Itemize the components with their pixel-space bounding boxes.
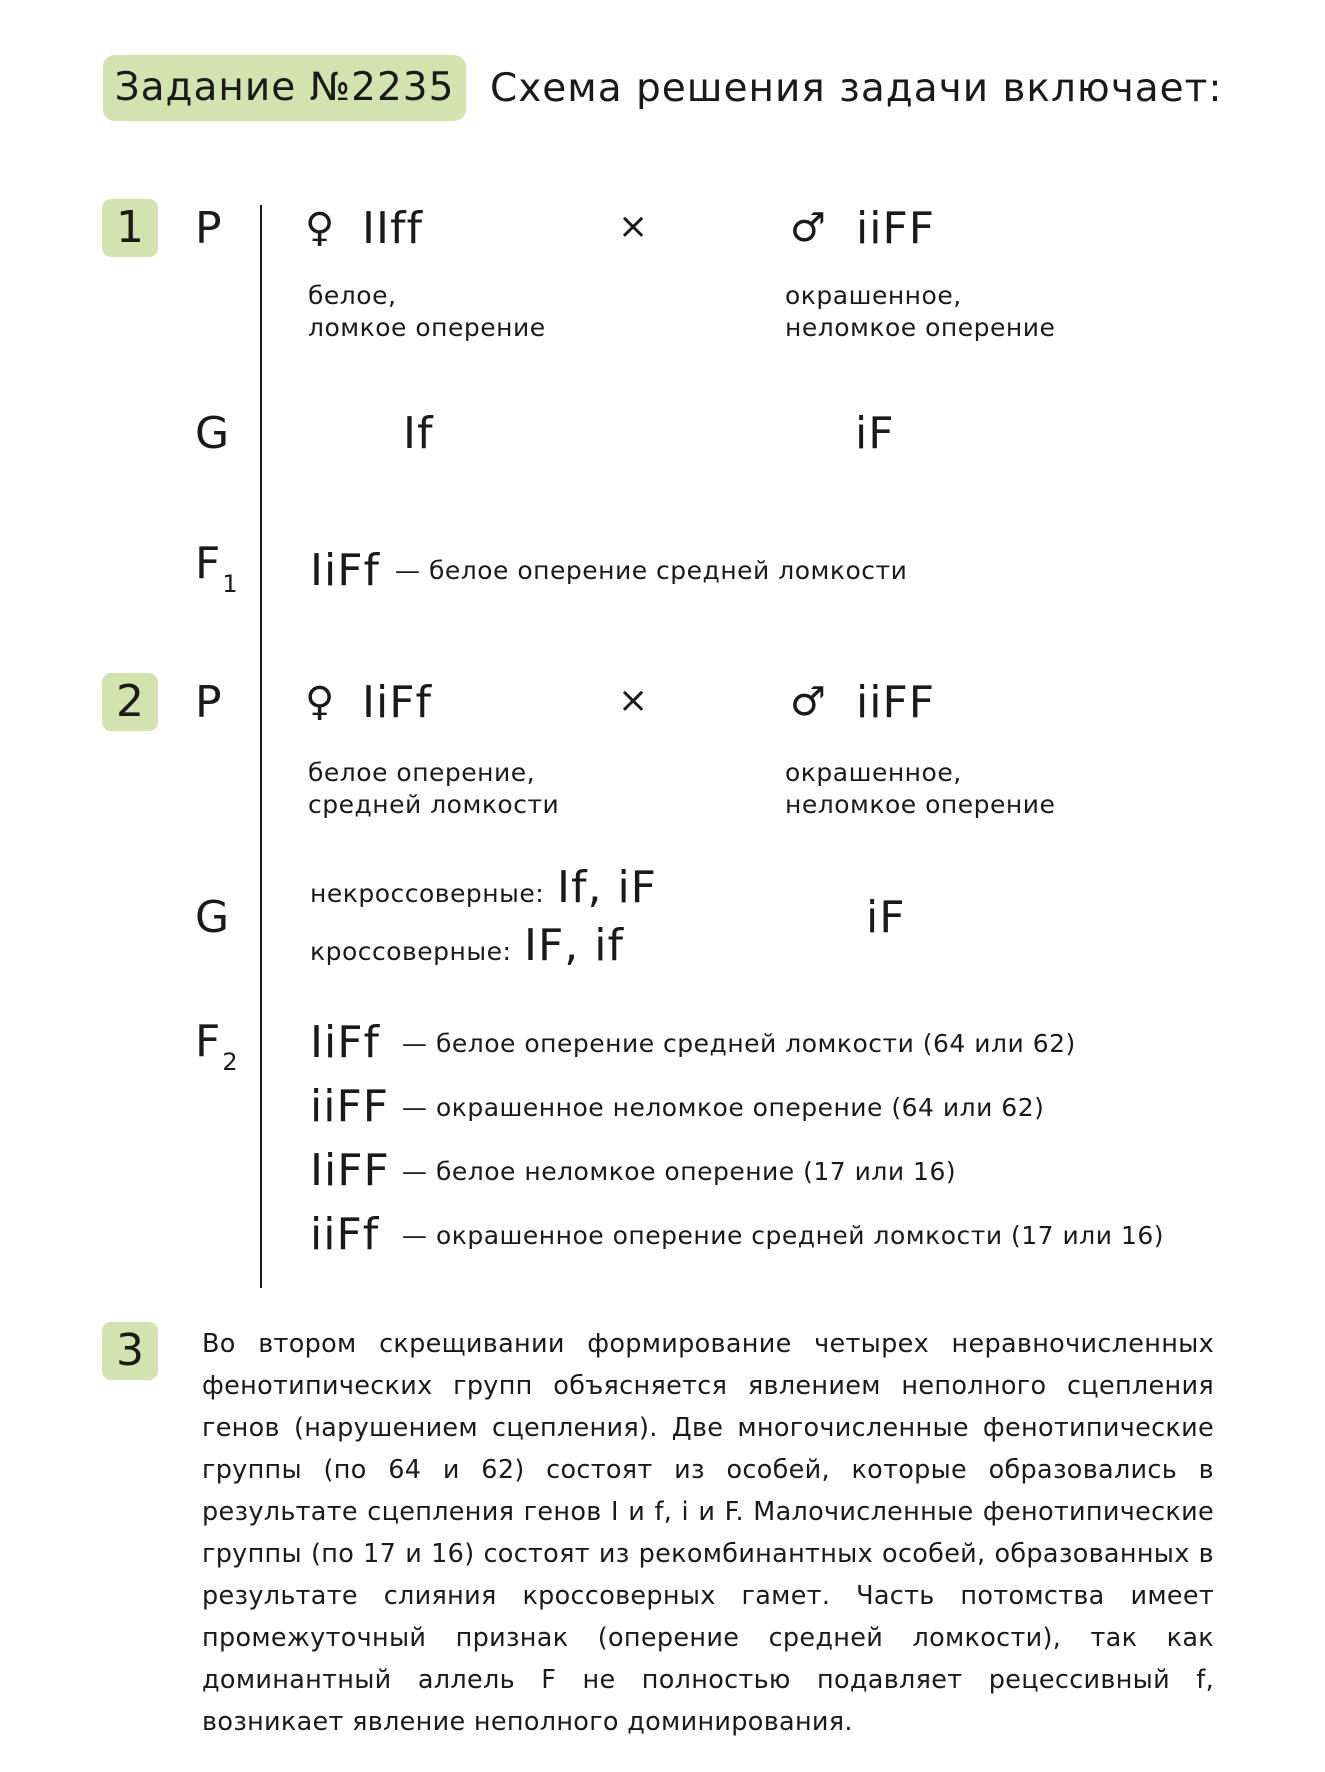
female-symbol-icon: ♀ xyxy=(305,205,335,251)
offspring-phenotype: — белое неломкое оперение (17 или 16) xyxy=(402,1157,957,1186)
offspring-phenotype: — окрашенное неломкое оперение (64 или 62) xyxy=(402,1093,1045,1122)
male-symbol-icon: ♂ xyxy=(790,679,826,725)
cross2-male-genotype: iiFF xyxy=(856,677,936,728)
cross1-female-gamete: If xyxy=(403,408,434,459)
explanation-paragraph: Во втором скрещивании формирование четырех неравночисленных фенотипических групп объясняется явлением неполного сцепления генов (нарушением сцепления). Две многочисленные фенотипические группы (по 64 и 62) состоят из особей, которые образовались в результате сцепления генов I и f, i и F. Малочисленные фенотипические группы (по 17 и 16) состоят из рекомбинантных особей, образованных в результате слияния кроссоверных гамет. Часть потомства имеет промежуточный признак (оперение средней ломкости), так как доминантный аллель F не полностью подавляет рецессивный f, возникает явление неполного доминирования. xyxy=(202,1329,1214,1737)
cross2-male-phenotype: окрашенное, неломкое оперение xyxy=(785,758,1056,819)
cross2-f2-label: $F_2$ xyxy=(195,1016,238,1076)
cross-symbol-icon: × xyxy=(618,206,649,247)
cross1-male-genotype: iiFF xyxy=(856,203,936,254)
noncrossover-label: некроссоверные: xyxy=(310,879,545,908)
cross2-p-label: P xyxy=(195,677,222,728)
offspring-genotype: iiFF xyxy=(310,1081,390,1132)
cross1-offspring-genotype: IiFf xyxy=(310,545,380,596)
cross1-f1-label: $F_1$ xyxy=(195,538,238,598)
cross1-female-genotype: IIff xyxy=(362,203,423,254)
offspring-phenotype: — окрашенное оперение средней ломкости (17 или 16) xyxy=(402,1221,1165,1250)
step-1-badge: 1 xyxy=(102,199,158,257)
male-symbol-icon: ♂ xyxy=(790,205,826,251)
cross1-female-phenotype: белое, ломкое оперение xyxy=(308,281,546,342)
cross2-female-genotype: IiFf xyxy=(362,677,432,728)
cross-symbol-icon: × xyxy=(618,680,649,721)
offspring-genotype: IiFf xyxy=(310,1017,380,1068)
scheme-divider xyxy=(260,205,262,1288)
offspring-genotype: IiFF xyxy=(310,1145,390,1196)
cross2-male-gamete: iF xyxy=(866,892,906,943)
cross1-male-gamete: iF xyxy=(855,408,895,459)
step-3-badge: 3 xyxy=(102,1322,158,1380)
crossover-label: кроссоверные: xyxy=(310,937,512,966)
cross1-offspring-phenotype: — белое оперение средней ломкости xyxy=(395,556,908,585)
offspring-phenotype: — белое оперение средней ломкости (64 или 62) xyxy=(402,1029,1076,1058)
cross2-g-label: G xyxy=(195,892,230,943)
offspring-genotype: iiFf xyxy=(310,1209,380,1260)
crossover-gametes: IF, if xyxy=(524,920,624,971)
noncrossover-gametes: If, iF xyxy=(557,862,657,913)
cross1-g-label: G xyxy=(195,408,230,459)
step-2-badge: 2 xyxy=(102,673,158,731)
task-number: Задание №2235 xyxy=(114,65,455,110)
page-title: Схема решения задачи включает: xyxy=(490,66,1223,111)
cross1-male-phenotype: окрашенное, неломкое оперение xyxy=(785,281,1056,342)
cross1-p-label: P xyxy=(195,203,222,254)
cross2-female-phenotype: белое оперение, средней ломкости xyxy=(308,758,560,819)
female-symbol-icon: ♀ xyxy=(305,679,335,725)
